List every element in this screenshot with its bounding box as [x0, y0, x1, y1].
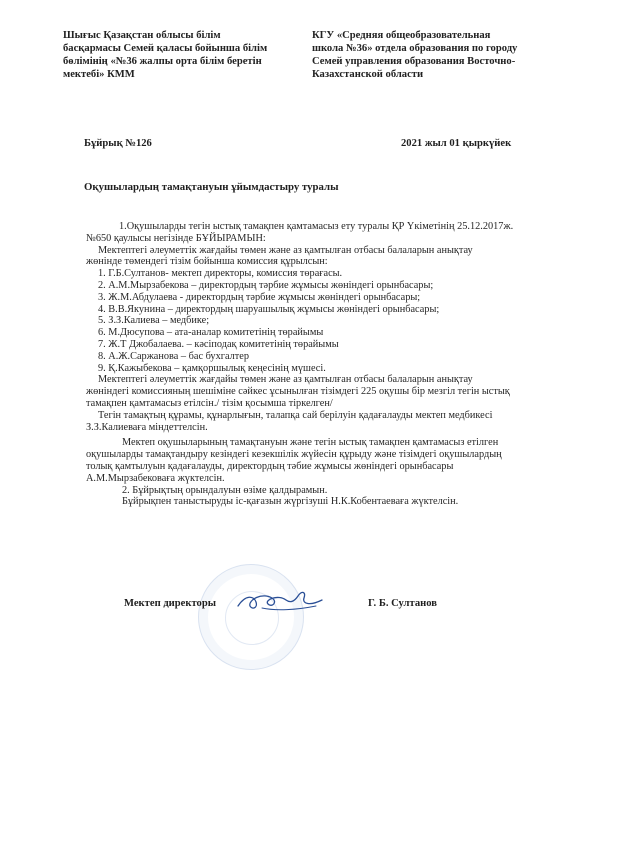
member-item: 5. З.З.Калиева – медбике;	[98, 315, 210, 327]
body-line: толық қамтылуын қадағалауды, директордың тәбие жұмысы жөніндегі орынбасары	[86, 460, 454, 472]
member-item: 1. Г.Б.Султанов- мектеп директоры, комиссия төрағасы.	[98, 268, 343, 280]
body-line: З.З.Калиеваға міндеттелсін.	[86, 421, 208, 433]
header-russian-line: Семей управления образования Восточно-	[312, 56, 516, 67]
header-kazakh-line: бөлімінің «№36 жалпы орта білім беретін	[63, 56, 262, 67]
body-line: А.М.Мырзабековаға жүктелсін.	[86, 472, 225, 484]
header-kazakh-line: мектебі» КММ	[63, 69, 135, 80]
body-line: 1.Оқушыларды тегін ыстық тамақпен қамтамасыз ету туралы ҚР Үкіметінің 25.12.2017ж.	[119, 221, 514, 232]
member-item: 4. В.В.Якунина – директордың шаруашылық жұмысы жөніндегі орынбасары;	[98, 303, 440, 315]
member-item: 7. Ж.Т Джобалаева. – кәсіподақ комитетінің төрайымы	[98, 338, 339, 350]
body-line: 2. Бұйрықтың орындалуын өзіме қалдырамын.	[122, 484, 328, 496]
body-line: №650 қаулысы негізінде БҰЙЫРАМЫН:	[86, 232, 266, 244]
header-russian-line: КГУ «Средняя общеобразовательная	[312, 30, 491, 41]
header-kazakh	[63, 29, 298, 81]
member-item: 8. А.Ж.Саржанова – бас бухгалтер	[98, 350, 249, 362]
document-title: Оқушылардың тамақтануын ұйымдастыру туралы	[84, 181, 339, 193]
header-russian-line: Казахстанской области	[312, 69, 424, 80]
member-item: 9. Қ.Кажыбекова – қамқоршылық кеңесінің мүшесі.	[98, 362, 326, 374]
signatory-name: Г. Б. Султанов	[368, 598, 437, 609]
member-item: 6. М.Дюсупова – ата-аналар комитетінің төрайымы	[98, 327, 324, 339]
body-line: жөнінде төмендегі тізім бойынша комиссия құрылсын:	[86, 256, 328, 268]
member-item: 3. Ж.М.Абдулаева - директордың тәрбие жұмысы жөніндегі орынбасары;	[98, 291, 421, 303]
body-line: Мектептегі әлеуметтік жағдайы төмен және аз қамтылған отбасы балаларын анықтау	[98, 374, 473, 386]
body-line: Мектептегі әлеуметтік жағдайы төмен және аз қамтылған отбасы балаларын анықтау	[98, 244, 473, 256]
header-kazakh-line: басқармасы Семей қаласы бойынша білім	[63, 43, 268, 54]
header-russian	[312, 29, 562, 81]
header-kazakh-line: Шығыс Қазақстан облысы білім	[63, 30, 221, 41]
signature-icon	[232, 584, 330, 618]
document-body	[86, 221, 576, 508]
body-line: Тегін тамақтың құрамы, құнарлығын, талапқа сай берілуін қадағалауды мектеп медбикесі	[98, 409, 493, 421]
header-russian-line: школа №36» отдела образования по городу	[312, 43, 518, 54]
body-line: тамақпен қамтамасыз етілсін./ тізім қосымша тіркелген/	[86, 397, 333, 409]
signature-label: Мектеп директоры	[124, 598, 217, 609]
order-number: Бұйрық №126	[84, 138, 152, 149]
body-line: оқушыларды тамақтандыру кезіндегі кезекшілік жүйесін құрыду және тізімдегі оқушылардың	[86, 449, 502, 461]
body-line: жөніндегі комиссияның шешіміне сәйкес ұсынылған тізімдегі 225 оқушы бір мезгіл тегін ыстық	[86, 386, 510, 398]
member-item: 2. А.М.Мырзабекова – директордың тәрбие жұмысы жөніндегі орынбасары;	[98, 279, 434, 291]
body-line: Бұйрықпен таныстыруды іс-қағазын жүргізуші Н.К.Кобентаеваға жүктелсін.	[122, 496, 459, 508]
order-date: 2021 жыл 01 қыркүйек	[401, 138, 512, 149]
body-line: Мектеп оқушыларының тамақтануын және тегін ыстық тамақпен қамтамасыз етілген	[122, 437, 499, 449]
